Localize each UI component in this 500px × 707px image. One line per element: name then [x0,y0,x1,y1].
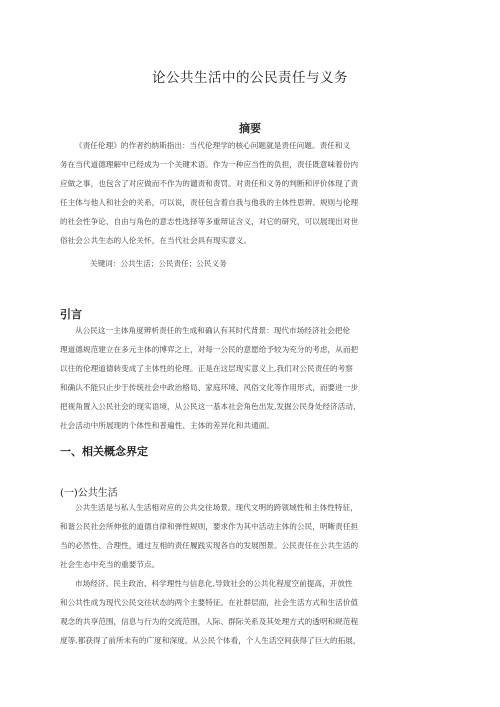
keywords: 关键词：公共生活；公民责任；公民义务 [90,259,227,268]
abstract-paragraph [60,136,440,250]
subsection-heading: (一)公共生活 [60,488,118,499]
body-line: 观念的共享范围，信息与行为的交流范围，人际、群际关系及其处理方式的透明和规范程 [60,617,359,626]
public-life-paragraph-2 [60,574,440,650]
body-line: 社会生态中充当的重要节点。 [60,560,160,569]
abstract-line: 任主体与他人和社会的关系，可以说，责任包含着自我与他我的主体性思辨、规则与伦理 [60,198,359,207]
public-life-paragraph-1 [60,498,440,574]
abstract-heading: 摘要 [239,122,261,135]
intro-line: 以往的伦理道德转变成了主体性的伦理。正是在这层现实意义上,我们对公民责任的考察 [60,364,353,373]
document-title: 论公共生活中的公民责任与义务 [152,70,348,86]
body-line: 当的必然性、合理性，通过互相的责任履践实现各自的发展图景。公民责任在公共生活的 [60,541,359,550]
body-line: 和公共性成为现代公民交往状态的两个主要特征。在社群层面，社会生活方式和生活价值 [60,598,359,607]
intro-line: 社会活动中所展现的个体性和普遍性、主体的差异化和共通面。 [60,421,275,430]
intro-line: 理道德规范建立在多元主体的博弈之上，对每一公民的意愿给予较为充分的考虑，从而把 [60,345,359,354]
body-line: 度等,都获得了前所未有的广度和深度。从公民个体看，个人生活空间获得了巨大的拓展， [60,636,361,645]
abstract-line: 的社会性争论、自由与角色的意志性选择等多重辩证含义，对它的研究，可以展现出对世 [60,217,359,226]
intro-line: 从公民这一主体角度辨析责任的生成和确认有其时代背景：现代市场经济社会把伦 [75,326,351,335]
intro-line: 和确认不能只止步于传统社会中政治格局、家庭环境、风俗文化等作用形式，而要进一步 [60,383,359,392]
abstract-line: 务在当代道德理解中已经成为一个关键术语。作为一种应当性的负担，责任既意味着份内 [60,160,359,169]
intro-heading: 引言 [60,308,82,321]
body-line: 公共生活是与私人生活相对应的公共交往场景。现代文明的跨领域性和主体性特征， [75,503,358,512]
body-line: 和谐公民社会所伸张的道德自律和弹性规则，要求作为其中活动主体的公民，明晰责任担 [60,522,359,531]
abstract-line: 《责任伦理》的作者约纳斯指出：当代伦理学的核心问题就是责任问题。责任和义 [75,141,351,150]
abstract-line: 俗社会公共生态的人伦关怀，在当代社会具有现实意义。 [60,236,252,245]
body-line: 市场经济、民主政治、科学理性与信息化,导致社会的公共化程度空前提高，开放性 [75,579,353,588]
abstract-line: 应做之事，也包含了对应做而不作为的谴责和责罚。对责任和义务的判断和评价体现了责 [60,179,359,188]
intro-line: 把视角置入公民社会的现实语境，从公民这一基本社会角色出发,发掘公民身处经济活动、 [60,402,361,411]
section1-heading: 一、相关概念界定 [60,445,148,458]
intro-paragraph [60,321,440,435]
